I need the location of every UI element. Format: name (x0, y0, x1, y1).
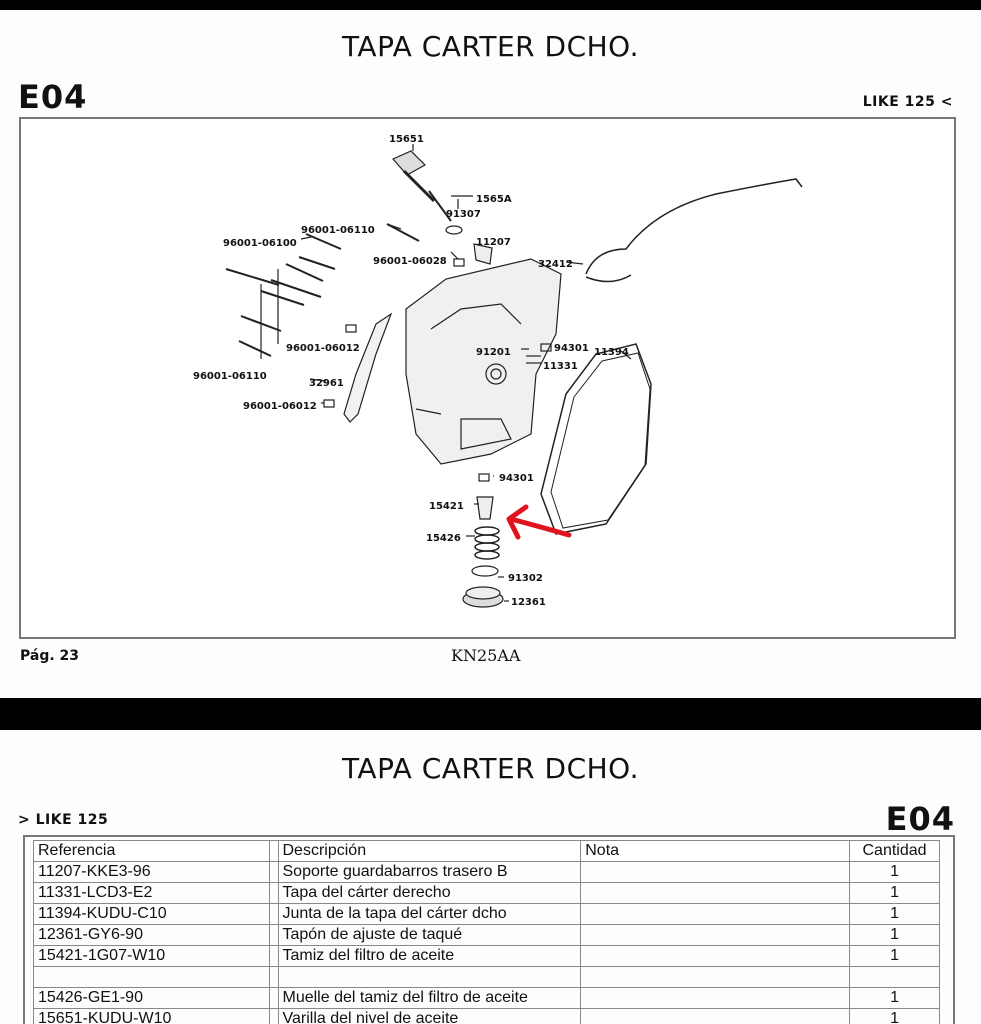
header-desc: Descripción (278, 841, 581, 862)
diagram-svg (21, 119, 954, 637)
cell-reference: 15426-GE1-90 (34, 988, 270, 1009)
exploded-diagram (19, 117, 956, 639)
callout-91302: 91302 (508, 573, 543, 584)
red-arrow-annotation (509, 507, 569, 537)
page-title-2: TAPA CARTER DCHO. (342, 752, 639, 785)
callout-94301-a: 94301 (554, 343, 589, 354)
callout-96001-06028: 96001-06028 (373, 256, 447, 267)
cell-reference: 11207-KKE3-96 (34, 862, 270, 883)
model-label-2: > LIKE 125 (18, 812, 109, 828)
callout-32412: 32412 (538, 259, 573, 270)
callout-11331: 11331 (543, 361, 578, 372)
page-title: TAPA CARTER DCHO. (342, 30, 639, 63)
callout-96001-06012-a: 96001-06012 (286, 343, 360, 354)
cell-reference: 15421-1G07-W10 (34, 946, 270, 967)
cell-note (581, 988, 850, 1009)
cell-note (581, 904, 850, 925)
diagram-page (0, 10, 981, 698)
callout-1565A: 1565A (476, 194, 512, 205)
callout-96001-06100: 96001-06100 (223, 238, 297, 249)
table-row (34, 862, 940, 883)
cell-spacer (269, 883, 278, 904)
table-row (34, 925, 940, 946)
table-row (34, 967, 940, 988)
cell-reference: 11394-KUDU-C10 (34, 904, 270, 925)
header-note: Nota (581, 841, 850, 862)
callout-94301-b: 94301 (499, 473, 534, 484)
cell-quantity: 1 (850, 988, 940, 1009)
model-label: LIKE 125 < (862, 94, 953, 110)
callout-32961: 32961 (309, 378, 344, 389)
section-code-2: E04 (885, 800, 955, 838)
cell-reference: 12361-GY6-90 (34, 925, 270, 946)
cell-note (581, 1009, 850, 1024)
cell-description: Muelle del tamiz del filtro de aceite (278, 988, 581, 1009)
callout-91307: 91307 (446, 209, 481, 220)
header-qty: Cantidad (850, 841, 940, 862)
cell-spacer (269, 1009, 278, 1024)
cell-note (581, 925, 850, 946)
cell-quantity: 1 (850, 925, 940, 946)
section-code: E04 (18, 78, 88, 116)
callout-15426: 15426 (426, 533, 461, 544)
cell-note (581, 883, 850, 904)
cell-quantity: 1 (850, 862, 940, 883)
cell-note (581, 967, 850, 988)
cell-spacer (269, 988, 278, 1009)
cell-spacer (269, 946, 278, 967)
cell-description: Tapa del cárter derecho (278, 883, 581, 904)
callout-91201: 91201 (476, 347, 511, 358)
cell-quantity: 1 (850, 946, 940, 967)
callout-96001-06110-a: 96001-06110 (301, 225, 375, 236)
cell-spacer (269, 904, 278, 925)
cell-description: Tamiz del filtro de aceite (278, 946, 581, 967)
cell-reference: 11331-LCD3-E2 (34, 883, 270, 904)
callout-11394: 11394 (594, 347, 629, 358)
table-row (34, 1009, 940, 1024)
callout-96001-06012-b: 96001-06012 (243, 401, 317, 412)
table-row (34, 988, 940, 1009)
parts-table (33, 840, 940, 1024)
cell-spacer (269, 967, 278, 988)
table-row (34, 883, 940, 904)
cell-note (581, 946, 850, 967)
cell-spacer (269, 925, 278, 946)
page-number: Pág. 23 (20, 648, 80, 664)
cell-quantity (850, 967, 940, 988)
cell-note (581, 862, 850, 883)
cell-description: Junta de la tapa del cárter dcho (278, 904, 581, 925)
callout-12361: 12361 (511, 597, 546, 608)
cell-spacer (269, 862, 278, 883)
callout-11207: 11207 (476, 237, 511, 248)
table-row (34, 946, 940, 967)
cell-reference: 15651-KUDU-W10 (34, 1009, 270, 1024)
callout-96001-06110-b: 96001-06110 (193, 371, 267, 382)
parts-list-page (0, 730, 981, 1024)
cell-quantity: 1 (850, 904, 940, 925)
cell-description: Soporte guardabarros trasero B (278, 862, 581, 883)
callout-15651: 15651 (389, 134, 424, 145)
table-header-row (34, 841, 940, 862)
cell-description: Varilla del nivel de aceite (278, 1009, 581, 1024)
cell-description: Tapón de ajuste de taqué (278, 925, 581, 946)
header-ref: Referencia (34, 841, 270, 862)
cell-quantity: 1 (850, 883, 940, 904)
cell-reference (34, 967, 270, 988)
table-row (34, 904, 940, 925)
cell-quantity: 1 (850, 1009, 940, 1024)
cell-description (278, 967, 581, 988)
callout-15421: 15421 (429, 501, 464, 512)
header-spacer (269, 841, 278, 862)
catalog-code: KN25AA (451, 646, 521, 665)
